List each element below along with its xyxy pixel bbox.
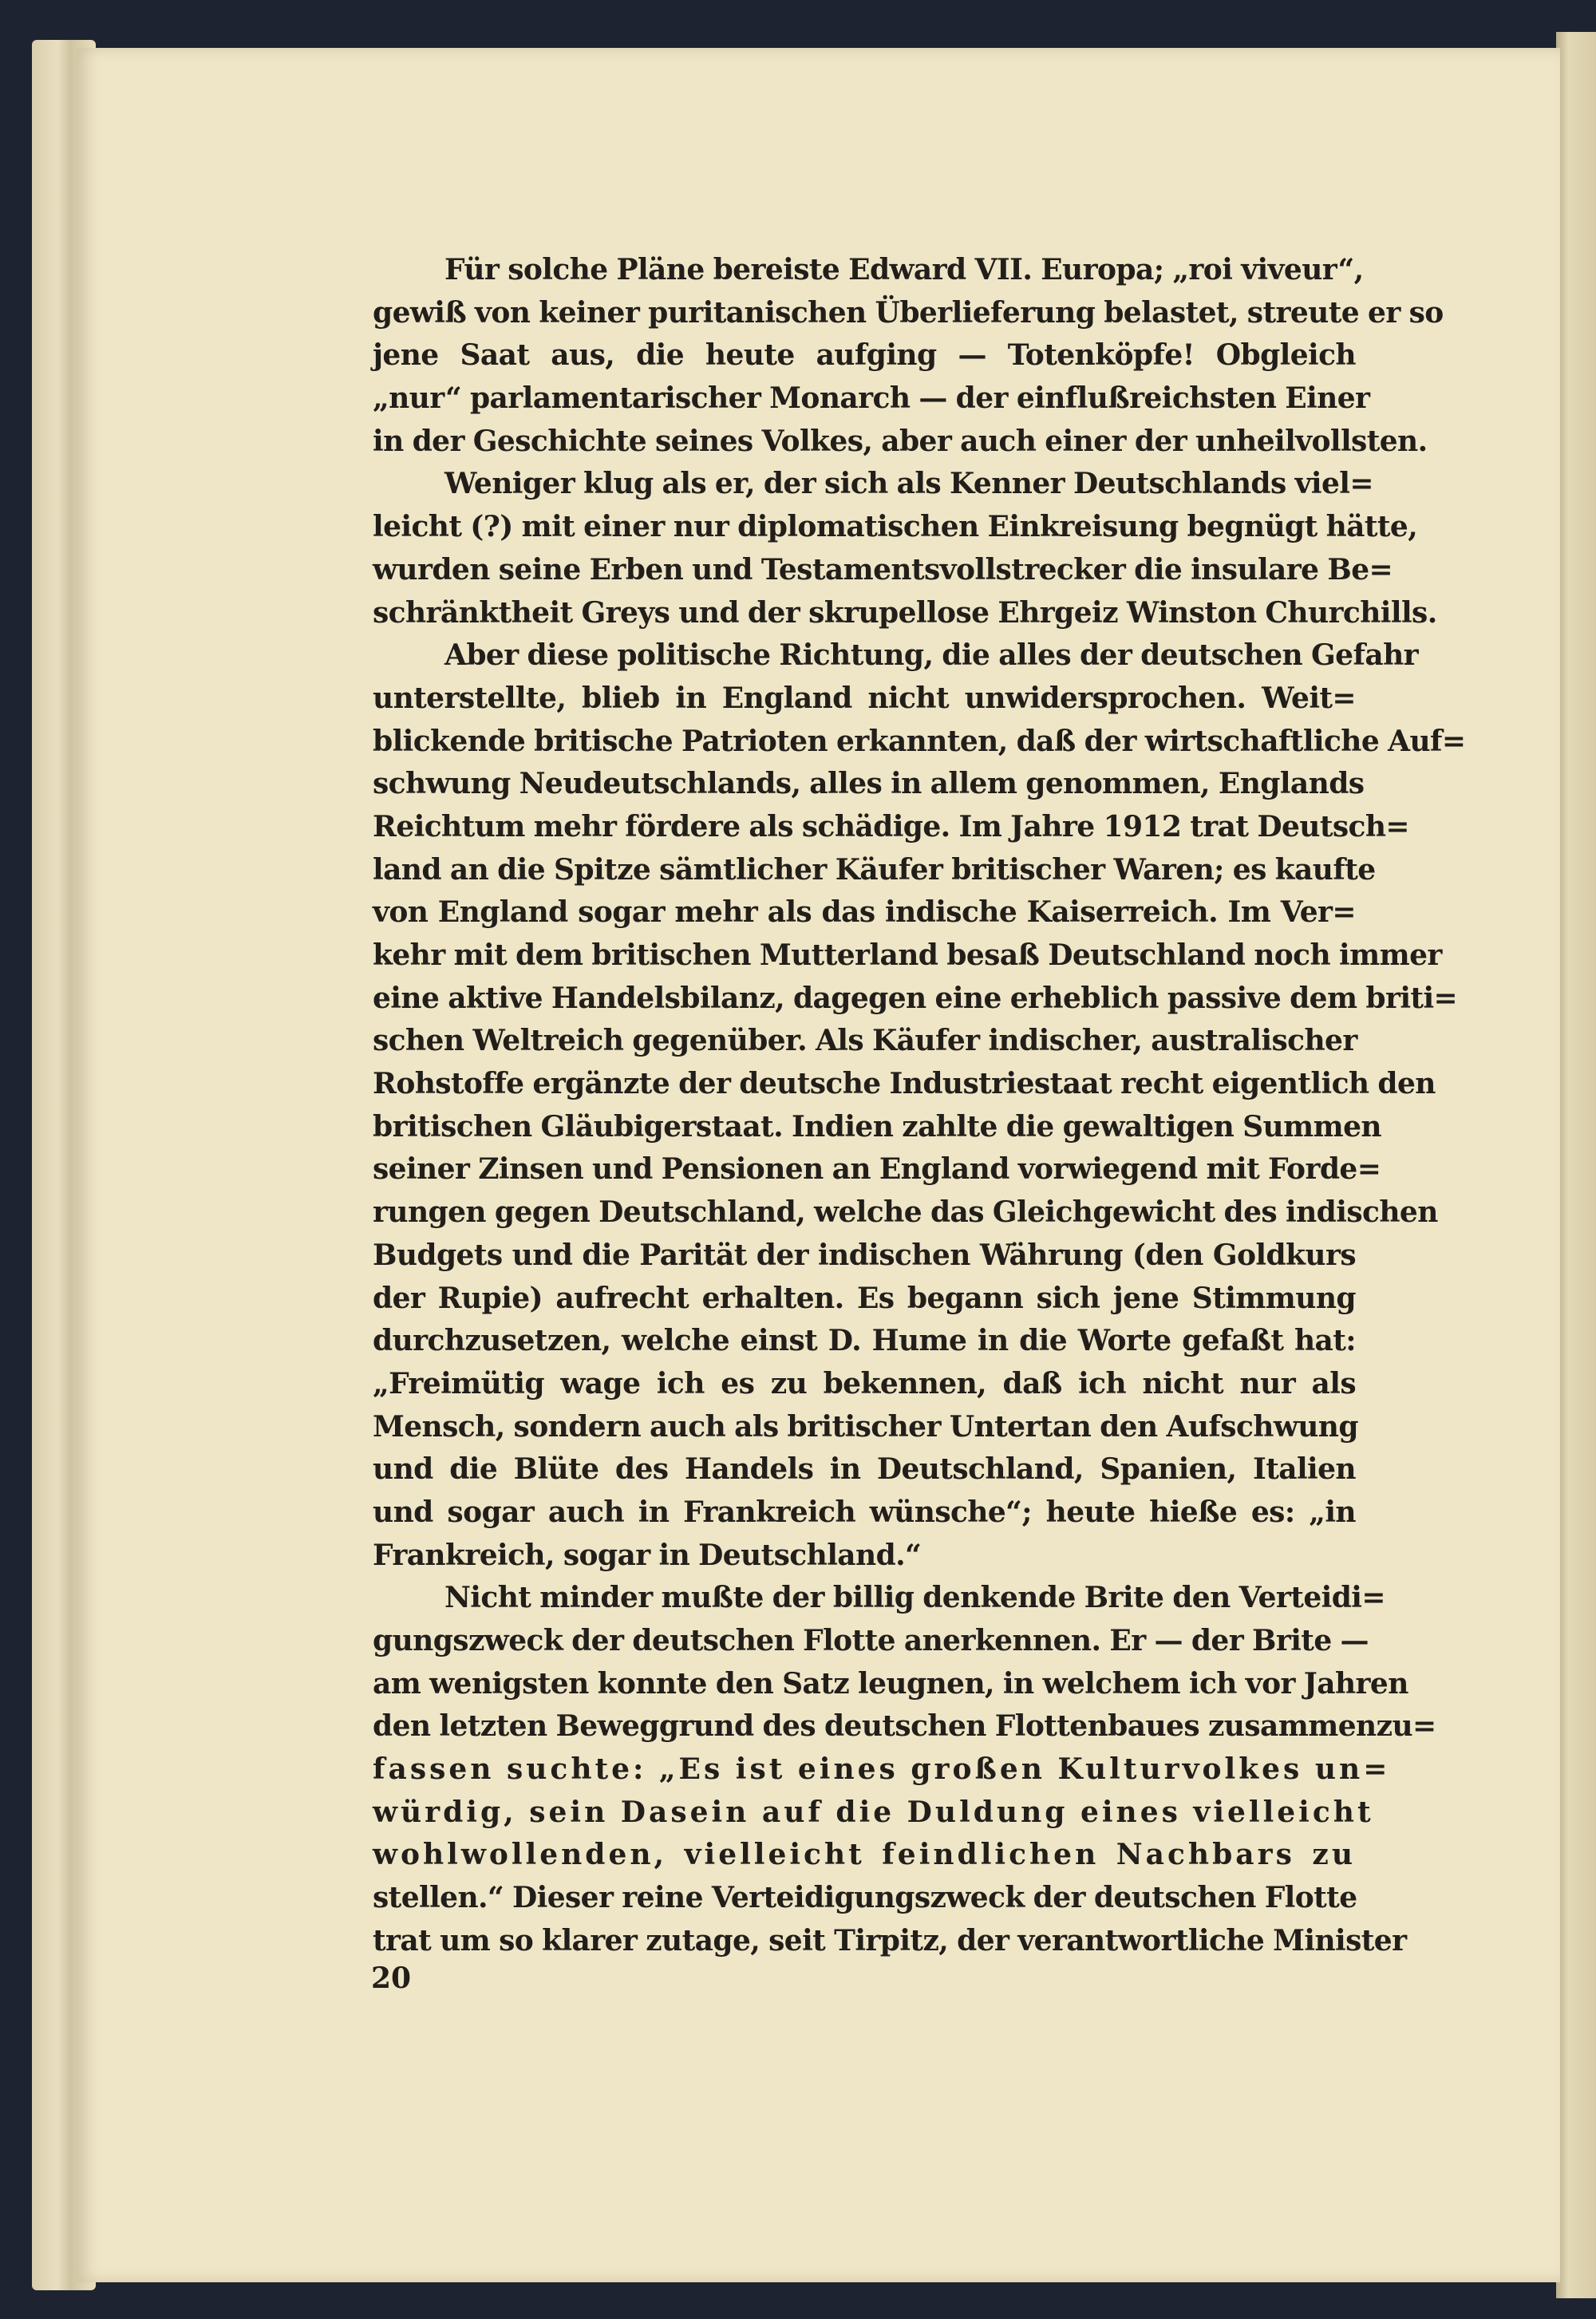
- text-line: durchzusetzen, welche einst D. Hume in die Worte gefaßt hat:: [373, 1324, 1356, 1358]
- text-line: rungen gegen Deutschland, welche das Gleichgewicht des indischen: [373, 1195, 1438, 1230]
- text-line: leicht (?) mit einer nur diplomatischen Einkreisung begnügt hätte,: [373, 510, 1418, 544]
- next-page-edge: [1556, 32, 1596, 2298]
- text-line: und die Blüte des Handels in Deutschland, Spanien, Italien: [373, 1452, 1356, 1487]
- text-line: kehr mit dem britischen Mutterland besaß Deutschland noch immer: [373, 938, 1442, 972]
- text-line: Nicht minder mußte der billig denkende Brite den Verteidi=: [444, 1581, 1385, 1615]
- text-line: Mensch, sondern auch als britischer Untertan den Aufschwung: [373, 1409, 1358, 1444]
- text-line: Reichtum mehr fördere als schädige. Im Jahre 1912 trat Deutsch=: [373, 809, 1409, 843]
- text-line: den letzten Beweggrund des deutschen Flottenbaues zusammenzu=: [373, 1709, 1436, 1744]
- text-line: jene Saat aus, die heute aufging — Totenköpfe! Obgleich: [373, 338, 1356, 373]
- text-line: „Freimütig wage ich es zu bekennen, daß ich nicht nur als: [373, 1366, 1356, 1400]
- text-line: fassen suchte: „Es ist eines großen Kulturvolkes un=: [373, 1752, 1391, 1787]
- text-line: würdig, sein Dasein auf die Duldung eines vielleicht: [373, 1795, 1374, 1829]
- text-line: von England sogar mehr als das indische Kaiserreich. Im Ver=: [373, 895, 1356, 930]
- text-line: eine aktive Handelsbilanz, dagegen eine erheblich passive dem briti=: [373, 981, 1458, 1015]
- text-line: gewiß von keiner puritanischen Überlieferung belastet, streute er so: [373, 295, 1444, 330]
- text-line: Frankreich, sogar in Deutschland.“: [373, 1538, 922, 1572]
- text-line: blickende britische Patrioten erkannten, daß der wirtschaftliche Auf=: [373, 724, 1466, 758]
- text-line: stellen.“ Dieser reine Verteidigungszweck der deutschen Flotte: [373, 1881, 1357, 1915]
- page-number: 20: [371, 1961, 412, 1995]
- text-line: Budgets und die Parität der indischen Währung (den Goldkurs: [373, 1238, 1356, 1272]
- text-line: und sogar auch in Frankreich wünsche“; heute hieße es: „in: [373, 1495, 1356, 1529]
- text-line: wurden seine Erben und Testamentsvollstrecker die insulare Be=: [373, 552, 1393, 587]
- text-line: wohlwollenden, vielleicht feindlichen Nachbars zu: [373, 1838, 1356, 1872]
- text-line: schwung Neudeutschlands, alles in allem genommen, Englands: [373, 767, 1365, 801]
- body-text: [373, 249, 1466, 1963]
- text-line: trat um so klarer zutage, seit Tirpitz, der verantwortliche Minister: [373, 1923, 1407, 1958]
- text-line: Weniger klug als er, der sich als Kenner Deutschlands viel=: [444, 467, 1373, 501]
- text-line: unterstellte, blieb in England nicht unwidersprochen. Weit=: [373, 681, 1356, 715]
- text-line: britischen Gläubigerstaat. Indien zahlte die gewaltigen Summen: [373, 1109, 1381, 1144]
- text-line: Rohstoffe ergänzte der deutsche Industriestaat recht eigentlich den: [373, 1067, 1436, 1101]
- text-line: gungszweck der deutschen Flotte anerkennen. Er — der Brite —: [373, 1624, 1369, 1657]
- text-line: Aber diese politische Richtung, die alles der deutschen Gefahr: [444, 638, 1419, 673]
- text-line: „nur“ parlamentarischer Monarch — der einflußreichsten Einer: [373, 381, 1370, 416]
- text-line: schen Weltreich gegenüber. Als Käufer indischer, australischer: [373, 1024, 1357, 1058]
- text-line: Für solche Pläne bereiste Edward VII. Europa; „roi viveur“,: [444, 253, 1364, 286]
- text-line: seiner Zinsen und Pensionen an England vorwiegend mit Forde=: [373, 1152, 1381, 1187]
- text-line: schränktheit Greys und der skrupellose Ehrgeiz Winston Churchills.: [373, 595, 1437, 630]
- text-line: der Rupie) aufrecht erhalten. Es begann sich jene Stimmung: [373, 1281, 1356, 1315]
- text-line: am wenigsten konnte den Satz leugnen, in welchem ich vor Jahren: [373, 1666, 1408, 1701]
- text-line: land an die Spitze sämtlicher Käufer britischer Waren; es kaufte: [373, 852, 1376, 887]
- text-line: in der Geschichte seines Volkes, aber auch einer der unheilvollsten.: [373, 424, 1428, 458]
